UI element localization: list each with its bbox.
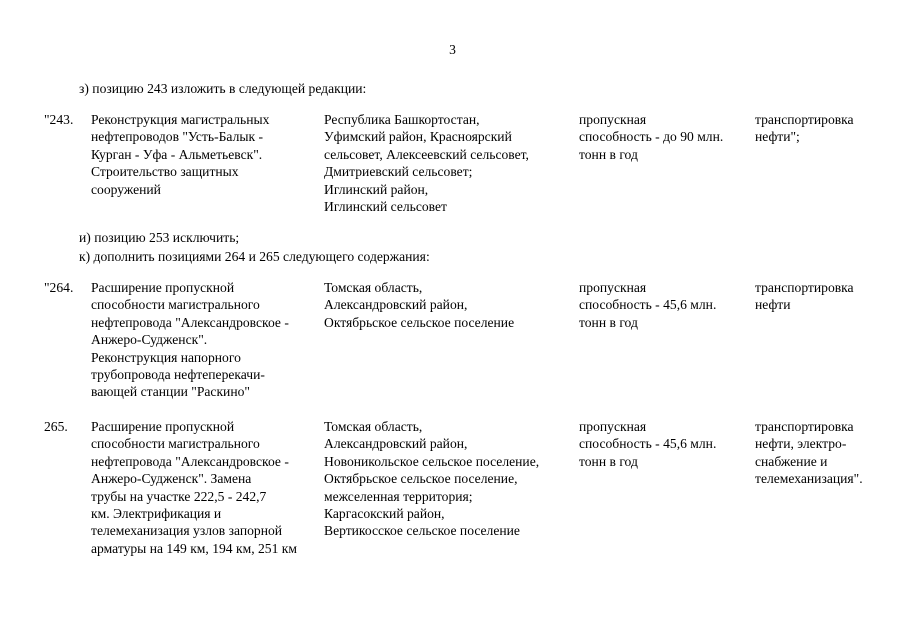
object-name-cell-line: способности магистрального [91,297,260,313]
object-name-cell-line: нефтепровода "Александровское - [91,314,289,330]
object-name-cell-line: Расширение пропускной [91,280,235,295]
purpose-cell-line: нефти"; [755,129,800,145]
location-cell-line: Иглинский сельсовет [324,199,447,215]
location-cell-line: Республика Башкортостан, [324,112,480,127]
location-cell-line: Октябрьское сельское поселение [324,314,515,330]
capacity-cell-line: тонн в год [579,314,638,330]
object-name-cell [91,418,317,557]
capacity-cell-line: пропускная [579,280,647,295]
location-cell-line: Томская область, [324,419,423,434]
page-number: 3 [449,42,456,57]
purpose-cell-line: снабжение и [755,453,828,469]
object-name-cell [91,111,317,198]
location-cell-line: Дмитриевский сельсовет; [324,164,473,180]
location-cell-line: Александровский район, [324,297,468,313]
location-cell-line: Вертикосское сельское поселение [324,523,520,539]
object-name-cell-line: Строительство защитных [91,164,239,180]
purpose-cell [755,418,900,488]
object-name-cell-line: Курган - Уфа - Альметьевск". [91,146,263,162]
object-name-cell-line: вающей станции "Раскино" [91,384,250,400]
object-name-cell-line: трубопровода нефтеперекачи- [91,367,265,383]
location-cell-line: сельсовет, Алексеевский сельсовет, [324,146,529,162]
capacity-cell [579,418,754,470]
paragraph-k: к) дополнить позициями 264 и 265 следующего содержания: [79,249,430,264]
purpose-cell-line: транспортировка [755,419,854,434]
capacity-cell-line: тонн в год [579,146,638,162]
capacity-cell-line: способность - 45,6 млн. [579,436,717,452]
location-cell-line: межселенная территория; [324,488,473,504]
location-cell [324,111,572,215]
purpose-cell-line: телемеханизация". [755,471,863,487]
object-name-cell-line: нефтепровода "Александровское - [91,453,289,469]
object-name-cell-line: способности магистрального [91,436,260,452]
location-cell-line: Каргасокский район, [324,506,445,522]
location-cell-line: Александровский район, [324,436,468,452]
purpose-cell-line: транспортировка [755,112,854,127]
object-name-cell-line: телемеханизация узлов запорной [91,523,283,539]
location-cell-line: Новоникольское сельское поселение, [324,453,540,469]
location-cell-line: Октябрьское сельское поселение, [324,471,518,487]
object-name-cell-line: Анжеро-Судженск". [91,332,208,348]
purpose-cell-line: нефти [755,297,791,313]
location-cell-line: Уфимский район, Красноярский [324,129,512,145]
purpose-cell [755,279,900,314]
capacity-cell-line: пропускная [579,419,647,434]
purpose-cell [755,111,900,146]
capacity-cell [579,279,754,331]
capacity-cell-line: способность - до 90 млн. [579,129,724,145]
capacity-cell-line: пропускная [579,112,647,127]
capacity-cell-line: тонн в год [579,453,638,469]
object-name-cell-line: арматуры на 149 км, 194 км, 251 км [91,540,297,556]
position-number: "243. [44,112,74,127]
object-name-cell-line: Расширение пропускной [91,419,235,434]
object-name-cell-line: км. Электрификация и [91,506,222,522]
paragraph-i: и) позицию 253 исключить; [79,230,240,245]
object-name-cell-line: трубы на участке 222,5 - 242,7 [91,488,267,504]
purpose-cell-line: транспортировка [755,280,854,295]
capacity-cell-line: способность - 45,6 млн. [579,297,717,313]
object-name-cell [91,279,317,401]
object-name-cell-line: Реконструкция магистральных [91,112,270,127]
location-cell [324,279,572,331]
object-name-cell-line: сооружений [91,181,161,197]
capacity-cell [579,111,754,163]
object-name-cell-line: Реконструкция напорного [91,349,241,365]
location-cell-line: Томская область, [324,280,423,295]
position-number: 265. [44,419,68,434]
location-cell-line: Иглинский район, [324,181,429,197]
position-number: "264. [44,280,74,295]
paragraph-z: з) позицию 243 изложить в следующей редакции: [79,81,367,96]
location-cell [324,418,572,540]
purpose-cell-line: нефти, электро- [755,436,847,452]
object-name-cell-line: нефтепроводов "Усть-Балык - [91,129,264,145]
object-name-cell-line: Анжеро-Судженск". Замена [91,471,252,487]
